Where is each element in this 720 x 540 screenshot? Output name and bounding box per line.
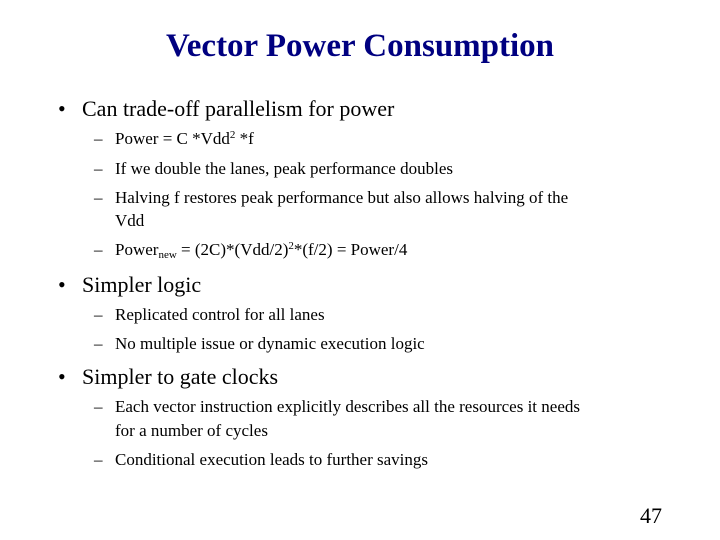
bullet-text: Can trade-off parallelism for power [82, 96, 395, 121]
sub-bullet-text: No multiple issue or dynamic execution logic [115, 334, 425, 353]
formula-subscript: new [158, 249, 177, 261]
bullet-marker: • [58, 272, 66, 297]
formula-superscript: 2 [288, 240, 294, 252]
sub-bullet-marker: – [94, 240, 103, 259]
sub-bullet-marker: – [94, 305, 103, 324]
sub-bullet-marker: – [94, 334, 103, 353]
slide-title: Vector Power Consumption [165, 28, 555, 64]
sub-bullet-text: Replicated control for all lanes [115, 305, 325, 324]
sub-bullet-marker: – [94, 397, 103, 416]
sub-bullet-text: Conditional execution leads to further savings [115, 450, 429, 469]
sub-bullet-text: for a number of cycles [115, 421, 268, 440]
sub-bullet-marker: – [94, 129, 103, 148]
bullet-text: Simpler to gate clocks [82, 364, 279, 389]
formula-part: Power = C *Vdd [115, 129, 230, 148]
sub-bullet-marker: – [94, 188, 103, 207]
formula-part: *f [235, 129, 254, 148]
formula-part: = (2C)*(Vdd/2) [176, 240, 289, 259]
power-formula [115, 128, 254, 150]
sub-bullet-text: Halving f restores peak performance but also allows halving of the [115, 188, 569, 207]
sub-bullet-text: Vdd [115, 211, 145, 230]
sub-bullet-text: If we double the lanes, peak performance doubles [115, 159, 453, 178]
formula-part: *(f/2) = Power/4 [293, 240, 408, 259]
sub-bullet-marker: – [94, 450, 103, 469]
bullet-text: Simpler logic [82, 272, 202, 297]
bullet-marker: • [58, 96, 66, 121]
sub-bullet-marker: – [94, 159, 103, 178]
power-new-formula [115, 239, 407, 261]
sub-bullet-text: Each vector instruction explicitly describes all the resources it needs [115, 397, 580, 416]
bullet-marker: • [58, 364, 66, 389]
formula-superscript: 2 [229, 129, 236, 141]
formula-part: Power [115, 240, 159, 259]
page-number: 47 [640, 503, 662, 528]
